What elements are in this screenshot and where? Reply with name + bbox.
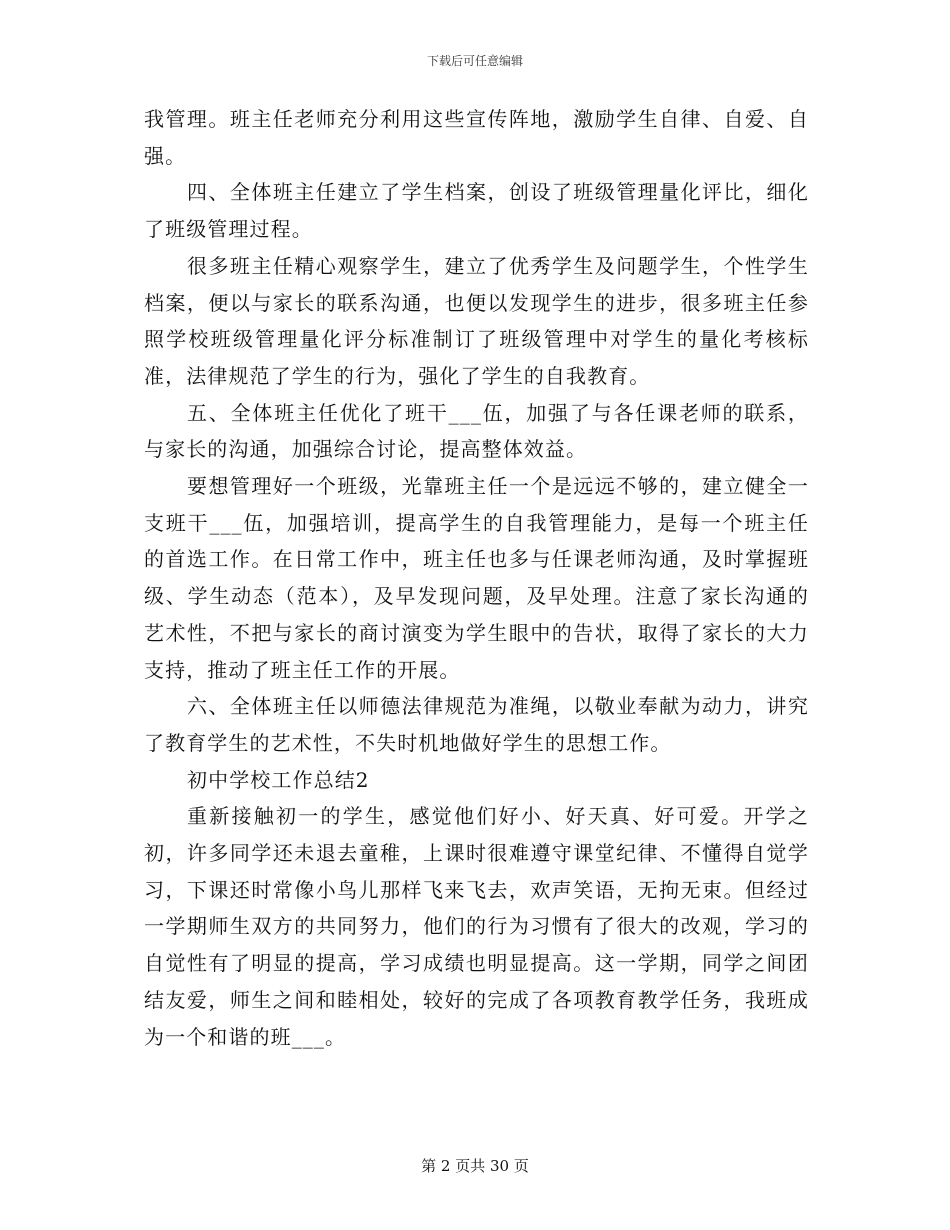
paragraph-class-management: 要想管理好一个班级，光靠班主任一个是远远不够的，建立健全一支班干___伍，加强培训，提高学生的自我管理能力，是每一个班主任的首选工作。在日常工作中，班主任也多与任课老师沟通，及时掌握班级、学生动态（范本），及早发现问题，及早处理。注意了家长沟通的艺术性，不把与家长的商讨演变为学生眼中的告状，取得了家长的大力支持，推动了班主任工作的开展。 [144,474,809,682]
paragraph-item-four: 四、全体班主任建立了学生档案，创设了班级管理量化评比，细化了班级管理过程。 [144,180,809,242]
page-number-footer: 第 2 页共 30 页 [421,1157,529,1175]
paragraph-student-files: 很多班主任精心观察学生，建立了优秀学生及问题学生，个性学生档案，便以与家长的联系沟通，也便以发现学生的进步，很多班主任参照学校班级管理量化评分标准制订了班级管理中对学生的量化考核标准，法律规范了学生的行为，强化了学生的自我教育。 [144,253,809,388]
paragraph-item-five: 五、全体班主任优化了班干___伍，加强了与各任课老师的联系，与家长的沟通，加强综合讨论，提高整体效益。 [144,400,809,462]
paragraph-continuation: 我管理。班主任老师充分利用这些宣传阵地，激励学生自律、自爱、自强。 [144,107,809,168]
paragraph-item-six: 六、全体班主任以师德法律规范为准绳，以敬业奉献为动力，讲究了教育学生的艺术性，不失时机地做好学生的思想工作。 [144,694,809,755]
document-body [144,101,809,1055]
paragraph-first-grade: 重新接触初一的学生，感觉他们好小、好天真、好可爱。开学之初，许多同学还未退去童稚，上课时很难遵守课堂纪律、不懂得自觉学习，下课还时常像小鸟儿那样飞来飞去，欢声笑语，无拘无束。但经过一学期师生双方的共同努力，他们的行为习惯有了很大的改观，学习的自觉性有了明显的提高，学习成绩也明显提高。这一学期，同学之间团结友爱，师生之间和睦相处，较好的完成了各项教育教学任务，我班成为一个和谐的班___。 [144,804,809,1049]
section-heading: 初中学校工作总结2 [187,767,370,792]
page-header: 下载后可任意编辑 [426,54,523,68]
